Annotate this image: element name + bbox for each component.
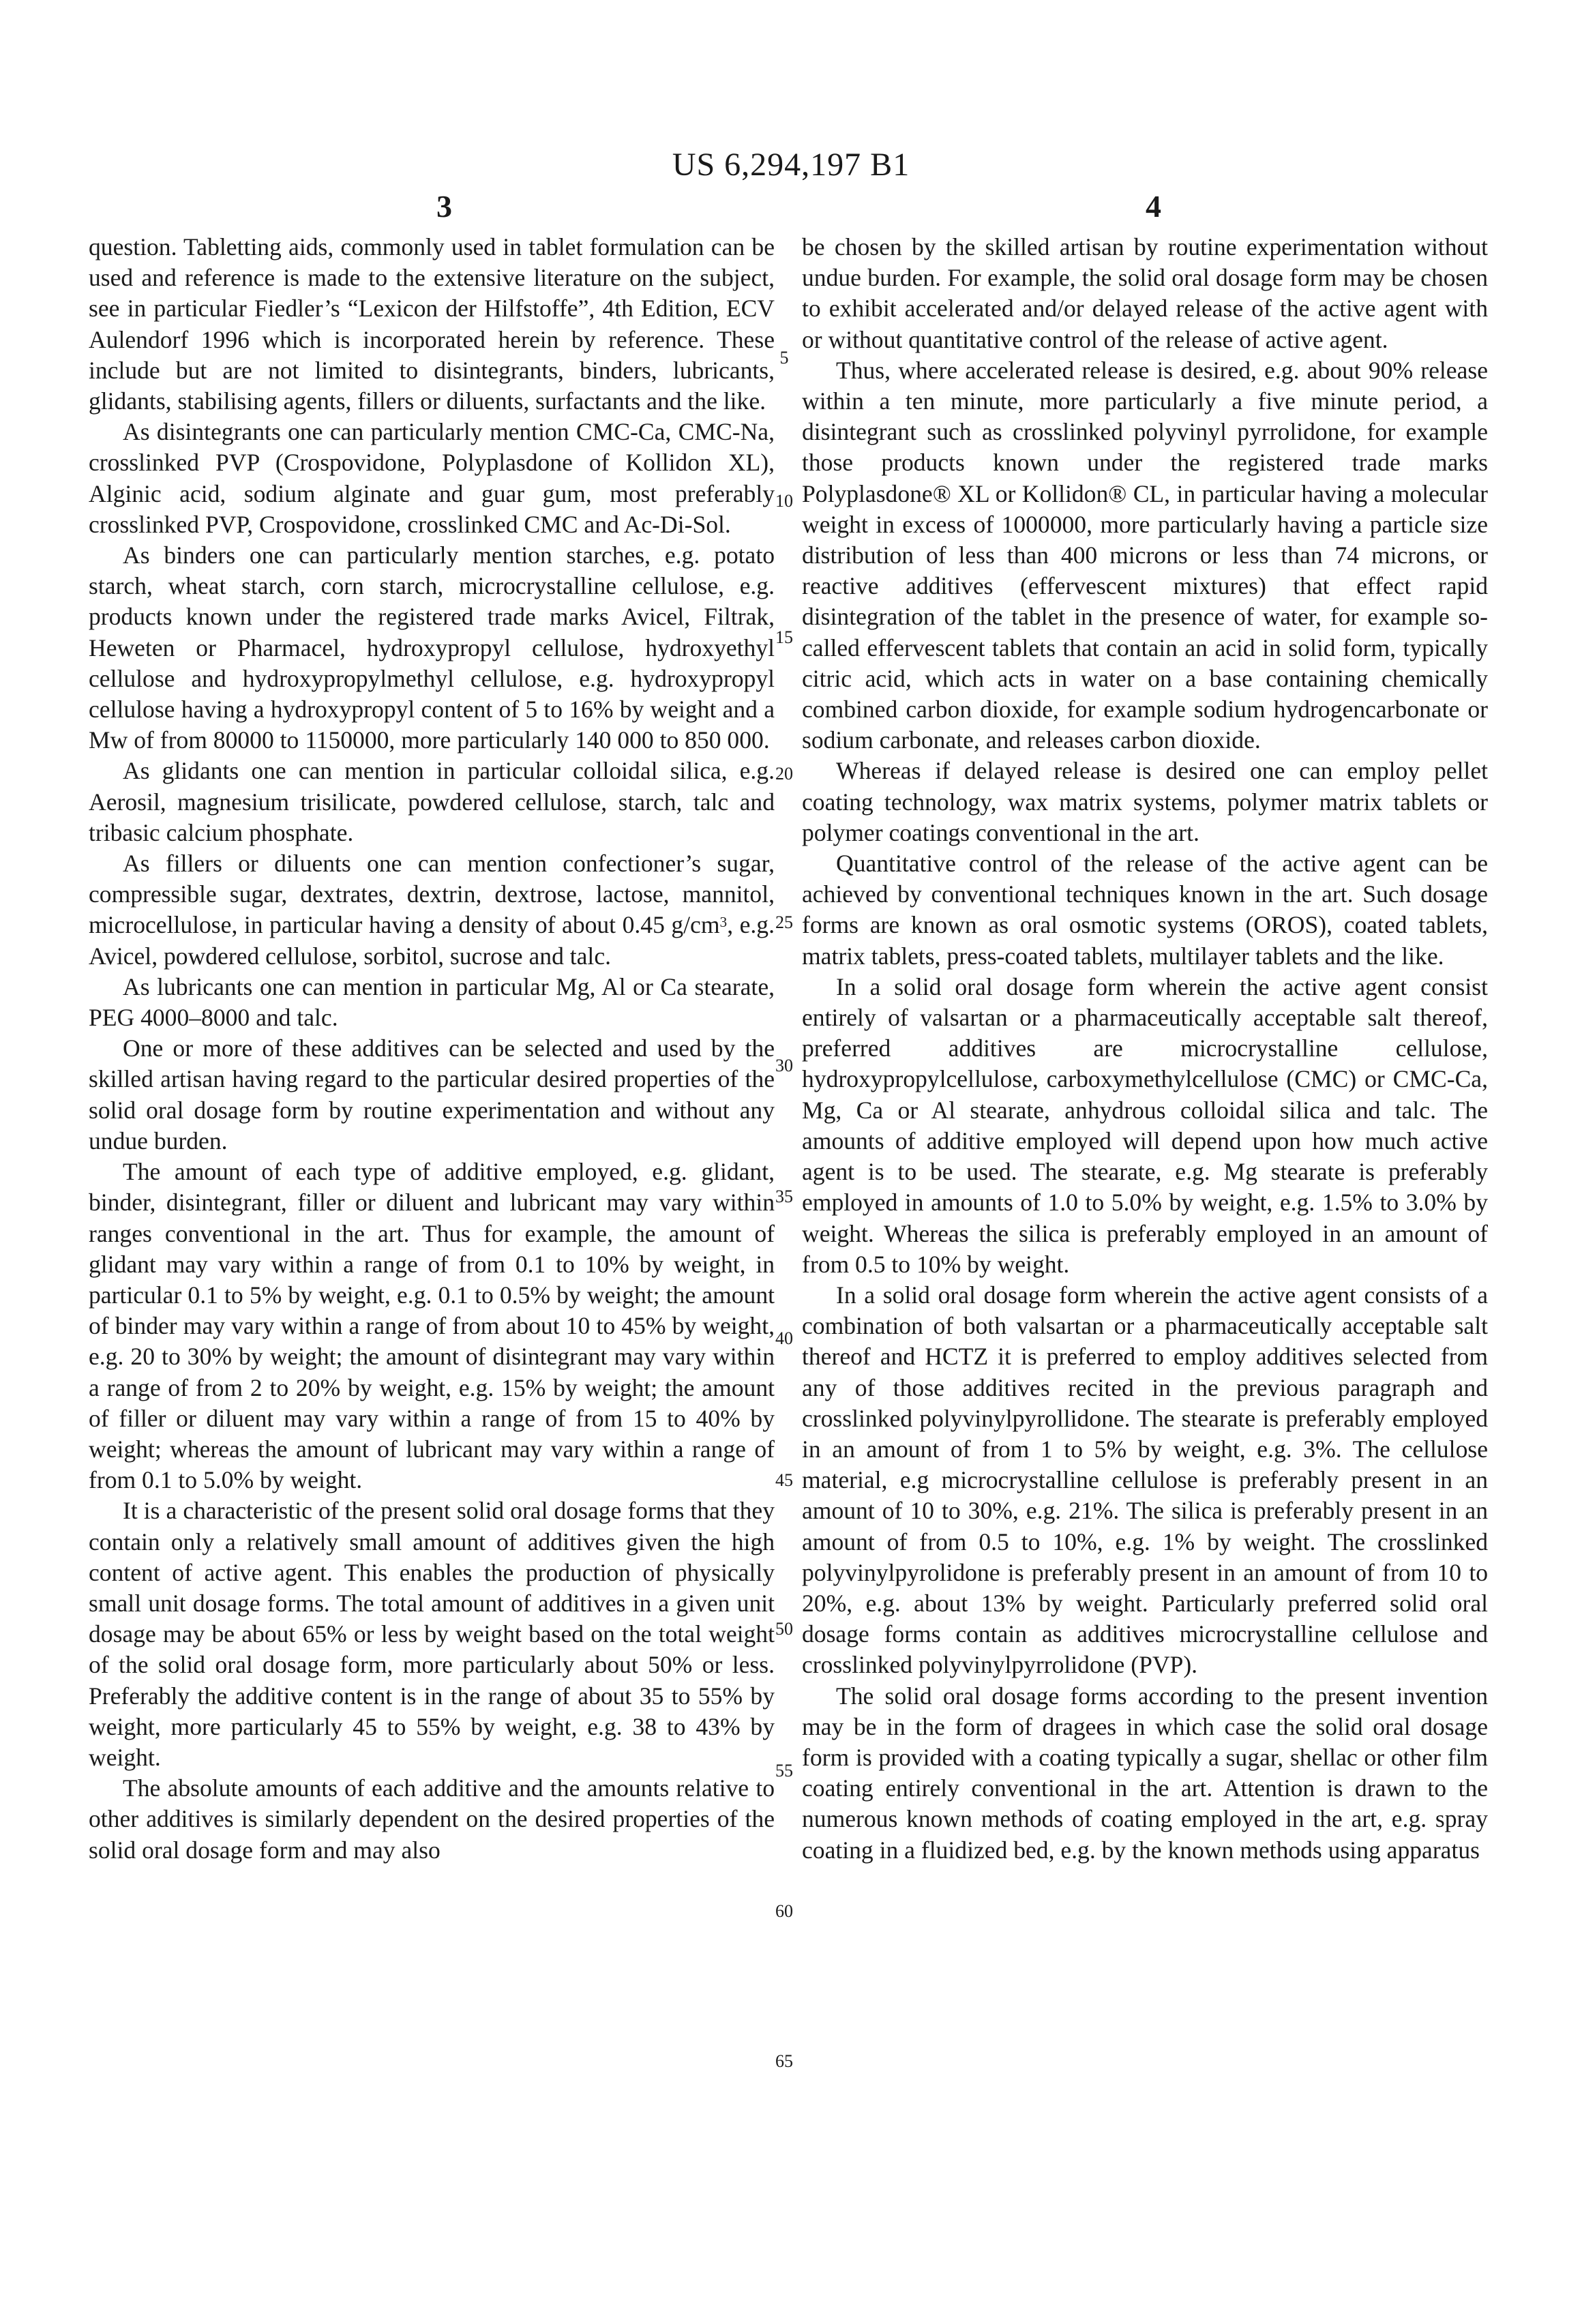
line-number: 45 <box>775 1470 793 1490</box>
paragraph: Thus, where accelerated release is desired, e.g. about 90% release within a ten minute, more particularly a five minute period, a disintegrant such as crosslinked polyvinyl pyrrolidone, for example those products known under the registered trade marks Polyplasdone® XL or Kollidon® CL, in particular having a molecular weight in excess of 1000000, more particularly having a particle size distribution of less than 400 microns or less than 74 microns, or reactive additives (effervescent mixtures) that effect rapid disintegration of the tablet in the presence of water, for example so-called effervescent tablets that contain an acid in solid form, typically citric acid, which acts in water on a base containing chemically combined carbon dioxide, for example sodium hydrogencarbonate or sodium carbonate, and releases carbon dioxide. <box>802 356 1488 754</box>
paragraph: It is a characteristic of the present solid oral dosage forms that they contain only a relatively small amount of additives given the high content of active agent. This enables the production of physically small unit dosage forms. The total amount of additives in a given unit dosage may be about 65% or less by weight based on the total weight of the solid oral dosage form, more particularly about 50% or less. Preferably the additive content is in the range of about 35 to 55% by weight, more particularly 45 to 55% by weight, e.g. 38 to 43% by weight. <box>89 1497 775 1771</box>
line-number: 40 <box>775 1328 793 1348</box>
paragraph <box>89 848 775 972</box>
paragraph: In a solid oral dosage form wherein the active agent consist entirely of valsartan or a pharmaceutically acceptable salt thereof, preferred additives are microcrystalline cellulose, hydroxypropylcellulose, carboxymethylcellulose (CMC) or CMC-Ca, Mg, Ca or Al stearate, anhydrous colloidal silica and talc. The amounts of additive employed will depend upon how much active agent is to be used. The stearate, e.g. Mg stearate is preferably employed in amounts of 1.0 to 5.0% by weight, e.g. 1.5% to 3.0% by weight. Whereas the silica is preferably employed in an amount of from 0.5 to 10% by weight. <box>802 972 1488 1278</box>
paragraph: One or more of these additives can be selected and used by the skilled artisan having regard to the particular desired properties of the solid oral dosage form by routine experimentation and without any undue burden. <box>89 1034 775 1154</box>
line-number: 60 <box>775 1901 793 1921</box>
line-number: 5 <box>779 348 789 368</box>
paragraph: As disintegrants one can particularly mention CMC-Ca, CMC-Na, crosslinked PVP (Crospovidone, Polyplasdone of Kollidon XL), Alginic acid, sodium alginate and guar gum, most preferably crosslinked PVP, Crospovidone, crosslinked CMC and Ac-Di-Sol. <box>89 418 775 538</box>
paragraph: The solid oral dosage forms according to the present invention may be in the form of dragees in which case the solid oral dosage form is provided with a coating typically a sugar, shellac or other film coating entirely conventional in the art. Attention is drawn to the numerous known methods of coating employed in the art, e.g. spray coating in a fluidized bed, e.g. by the known methods using apparatus <box>802 1682 1488 1864</box>
line-number: 25 <box>775 912 793 932</box>
line-number: 30 <box>775 1056 793 1075</box>
paragraph: In a solid oral dosage form wherein the active agent consists of a combination of both valsartan or a pharmaceutically acceptable salt thereof and HCTZ it is preferred to employ additives selected from any of those additives recited in the previous paragraph and crosslinked polyvinylpyrollidone. The stearate is preferably employed in an amount of from 1 to 5% by weight, e.g. 3%. The cellulose material, e.g microcrystalline cellulose is preferably present in an amount of 10 to 30%, e.g. 21%. The silica is preferably present in an amount of from 0.5 to 10%, e.g. 1% by weight. The crosslinked polyvinylpyrolidone is preferably present in an amount of from 10 to 20%, e.g. about 13% by weight. Particularly preferred solid oral dosage forms contain as additives microcrystalline cellulose and crosslinked polyvinylpyrrolidone (PVP). <box>802 1281 1488 1679</box>
superscript: 3 <box>719 913 728 930</box>
line-number: 50 <box>775 1619 793 1639</box>
line-number: 35 <box>775 1187 793 1206</box>
paragraph: be chosen by the skilled artisan by routine experimentation without undue burden. For example, the solid oral dosage form may be chosen to exhibit accelerated and/or delayed release of the active agent with or without quantitative control of the release of active agent. <box>802 233 1488 353</box>
line-number: 15 <box>775 627 793 647</box>
paragraph: As glidants one can mention in particular colloidal silica, e.g. Aerosil, magnesium trisilicate, powdered cellulose, starch, talc and tribasic calcium phosphate. <box>89 757 775 846</box>
paragraph: The amount of each type of additive employed, e.g. glidant, binder, disintegrant, filler or diluent and lubricant may vary within ranges conventional in the art. Thus for example, the amount of glidant may vary within a range of from 0.1 to 10% by weight, in particular 0.1 to 5% by weight, e.g. 0.1 to 0.5% by weight; the amount of binder may vary within a range of from about 10 to 45% by weight, e.g. 20 to 30% by weight; the amount of disintegrant may vary within a range of from 2 to 20% by weight, e.g. 15% by weight; the amount of filler or diluent may vary within a range of from 15 to 40% by weight; whereas the amount of lubricant may vary within a range of from 0.1 to 5.0% by weight. <box>89 1158 775 1494</box>
paragraph: As binders one can particularly mention starches, e.g. potato starch, wheat starch, corn starch, microcrystalline cellulose, e.g. products known under the registered trade marks Avicel, Filtrak, Heweten or Pharmacel, hydroxypropyl cellulose, hydroxyethyl cellulose and hydroxypropylmethyl cellulose, e.g. hydroxypropyl cellulose having a hydroxypropyl content of 5 to 16% by weight and a Mw of from 80000 to 1150000, more particularly 140 000 to 850 000. <box>89 541 775 754</box>
line-number: 20 <box>775 764 793 784</box>
line-number: 55 <box>775 1761 793 1781</box>
right-column-number: 4 <box>1146 189 1161 224</box>
paragraph: As lubricants one can mention in particular Mg, Al or Ca stearate, PEG 4000–8000 and talc. <box>89 972 775 1032</box>
patent-number: US 6,294,197 B1 <box>672 147 910 183</box>
paragraph: question. Tabletting aids, commonly used in tablet formulation can be used and reference is made to the extensive literature on the subject, see in particular Fiedler’s “Lexicon der Hilfstoffe”, 4th Edition, ECV Aulendorf 1996 which is incorporated herein by reference. These include but are not limited to disintegrants, binders, lubricants, glidants, stabilising agents, fillers or diluents, surfactants and the like. <box>89 233 775 415</box>
paragraph: The absolute amounts of each additive and the amounts relative to other additives is similarly dependent on the desired properties of the solid oral dosage form and may also <box>89 1774 775 1864</box>
paragraph: Whereas if delayed release is desired one can employ pellet coating technology, wax matrix systems, polymer matrix tablets or polymer coatings conventional in the art. <box>802 757 1488 846</box>
left-column-number: 3 <box>436 189 452 224</box>
text-run: , e.g. Avicel, powdered cellulose, sorbitol, sucrose and talc. <box>89 911 775 970</box>
paragraph: Quantitative control of the release of the active agent can be achieved by conventional techniques known in the art. Such dosage forms are known as oral osmotic systems (OROS), coated tablets, matrix tablets, press-coated tablets, multilayer tablets and the like. <box>802 850 1488 970</box>
left-column <box>89 232 775 1866</box>
right-column <box>802 232 1488 1866</box>
line-number: 65 <box>775 2051 793 2071</box>
text-run: As fillers or diluents one can mention confectioner’s sugar, compressible sugar, dextrates, dextrin, dextrose, lactose, mannitol, microcellulose, in particular having a density of about 0.45 g/cm <box>89 850 775 939</box>
line-number: 10 <box>775 491 793 511</box>
